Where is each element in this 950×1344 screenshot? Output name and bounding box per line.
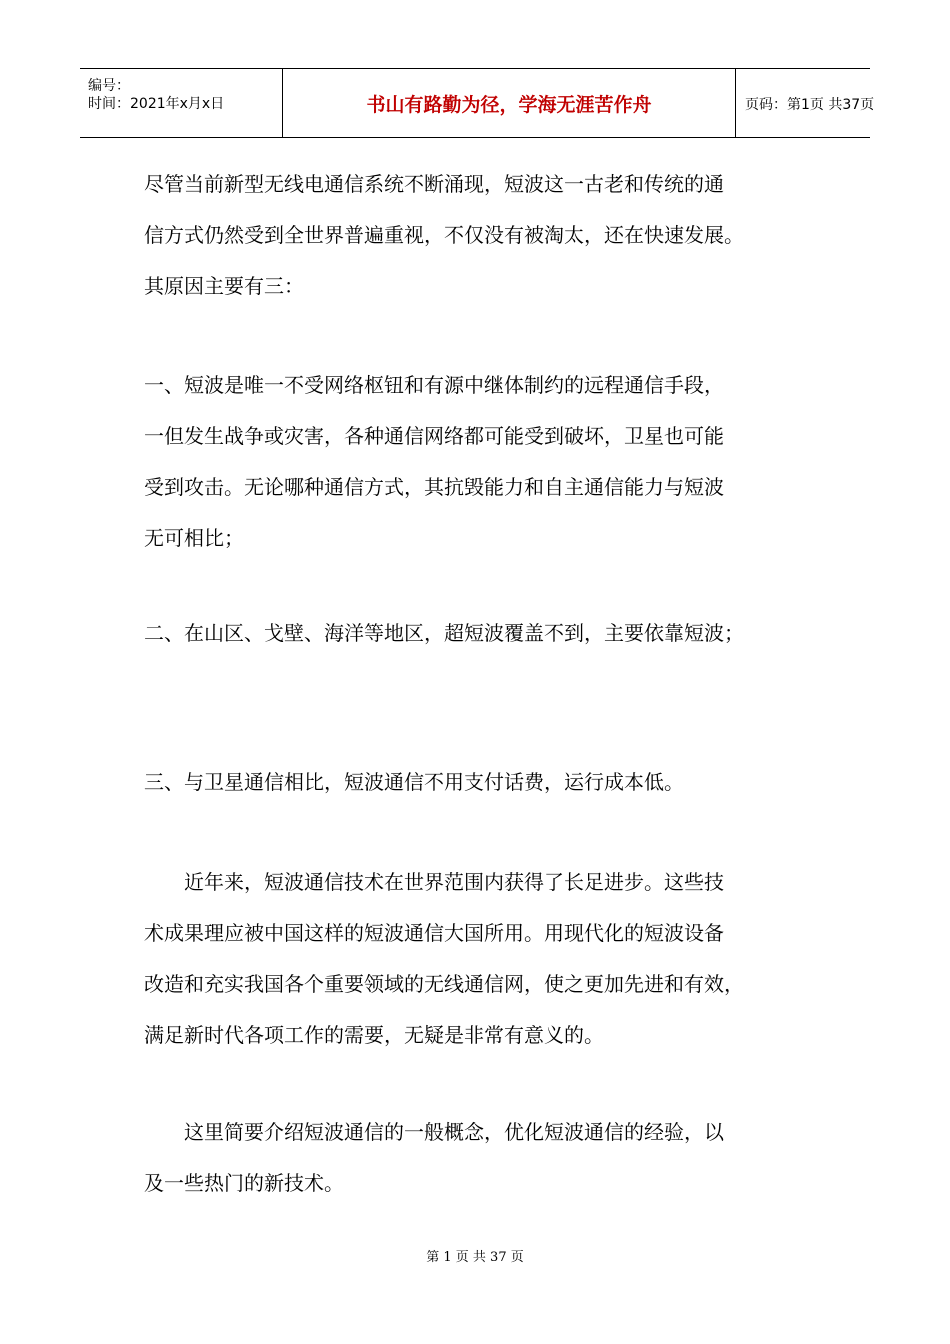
reason-one-paragraph [144,360,824,564]
progress-paragraph [144,857,824,1061]
outline-paragraph [144,1107,824,1209]
reason-two-paragraph [144,608,824,659]
text-line: 近年来，短波通信技术在世界范围内获得了长足进步。这些技 [144,870,724,894]
document-header [80,68,875,138]
text-line: 无可相比； [144,526,244,550]
text-line: 受到攻击。无论哪种通信方式，其抗毁能力和自主通信能力与短波 [144,475,724,499]
text-line: 信方式仍然受到全世界普遍重视，不仅没有被淘太，还在快速发展。 [144,223,744,247]
text-line: 改造和充实我国各个重要领域的无线通信网，使之更加先进和有效， [144,972,744,996]
text-line: 尽管当前新型无线电通信系统不断涌现，短波这一古老和传统的通 [144,172,724,196]
text-line: 术成果理应被中国这样的短波通信大国所用。用现代化的短波设备 [144,921,724,945]
text-line: 三、与卫星通信相比，短波通信不用支付话费，运行成本低。 [144,770,684,794]
text-line: 及一些热门的新技术。 [144,1171,344,1195]
document-code-label: 编号： [88,78,130,94]
text-line: 二、在山区、戈壁、海洋等地区，超短波覆盖不到，主要依靠短波； [144,621,744,645]
text-line: 其原因主要有三： [144,274,304,298]
text-line: 满足新时代各项工作的需要，无疑是非常有意义的。 [144,1023,604,1047]
document-time-label: 时间：2021年x月x日 [88,96,225,112]
reason-three-paragraph [144,757,824,808]
page-footer: 第 1 页 共 37 页 [426,1250,524,1265]
header-slogan: 书山有路勤为径，学海无涯苦作舟 [366,94,652,116]
text-line: 一、短波是唯一不受网络枢钮和有源中继体制约的远程通信手段， [144,373,724,397]
header-slogan-cell [282,69,736,137]
header-page-cell [735,69,875,137]
header-meta-cell [80,69,282,137]
intro-paragraph [144,159,824,312]
text-line: 一但发生战争或灾害，各种通信网络都可能受到破坏，卫星也可能 [144,424,724,448]
header-page-label: 页码：第1页 共37页 [745,97,875,113]
text-line: 这里简要介绍短波通信的一般概念，优化短波通信的经验，以 [144,1120,724,1144]
